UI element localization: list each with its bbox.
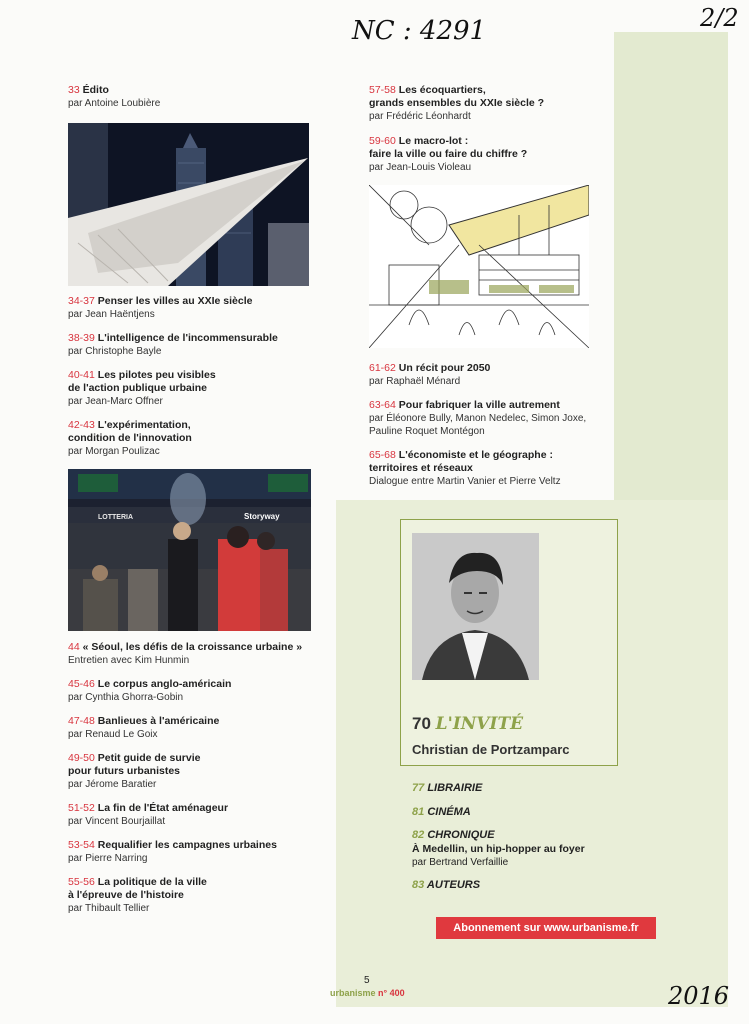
- toc-entry-51-52[interactable]: 51-52 La fin de l'État aménageur par Vincent Bourjaillat: [68, 802, 229, 827]
- toc-entry-edito[interactable]: 33 Édito par Antoine Loubière: [68, 84, 161, 109]
- handwritten-year: 2016: [668, 982, 730, 1010]
- toc-entry-44[interactable]: 44 « Séoul, les défis de la croissance urbaine » Entretien avec Kim Hunmin: [68, 641, 303, 666]
- page-number: 5: [364, 975, 370, 986]
- toc-entry-47-48[interactable]: 47-48 Banlieues à l'américaine par Renaud Le Goix: [68, 715, 220, 740]
- toc-entry-40-41[interactable]: 40-41 Les pilotes peu visibles de l'action publique urbaine par Jean-Marc Offner: [68, 369, 216, 407]
- photo-sign-lotteria: LOTTERIA: [98, 514, 133, 521]
- toc-entry-57-58[interactable]: 57-58 Les écoquartiers, grands ensembles du XXIe siècle ? par Frédéric Léonhardt: [369, 84, 545, 122]
- portrait-photo: [412, 533, 539, 680]
- photo-sign-storyway: Storyway: [244, 512, 280, 521]
- handwritten-reference: NC : 4291: [352, 16, 487, 46]
- toc-entry-53-54[interactable]: 53-54 Requalifier les campagnes urbaines par Pierre Narring: [68, 839, 277, 864]
- subscription-button[interactable]: Abonnement sur www.urbanisme.fr: [436, 917, 656, 939]
- invite-box[interactable]: [400, 519, 618, 766]
- section-cinema[interactable]: 81 CINÉMA: [412, 806, 471, 818]
- illustration-market-street: [369, 185, 589, 348]
- toc-entry-55-56[interactable]: 55-56 La politique de la ville à l'épreuve de l'histoire par Thibault Tellier: [68, 876, 207, 914]
- toc-entry-38-39[interactable]: 38-39 L'intelligence de l'incommensurable par Christophe Bayle: [68, 332, 278, 357]
- toc-entry-59-60[interactable]: 59-60 Le macro-lot : faire la ville ou faire du chiffre ? par Jean-Louis Violeau: [369, 135, 528, 173]
- footer-brand: urbanisme n° 400: [330, 988, 405, 998]
- green-top-strip: [614, 32, 728, 500]
- toc-entry-34-37[interactable]: 34-37 Penser les villes au XXIe siècle par Jean Haëntjens: [68, 295, 253, 320]
- section-librairie[interactable]: 77 LIBRAIRIE: [412, 782, 483, 794]
- toc-entry-61-62[interactable]: 61-62 Un récit pour 2050 par Raphaël Ménard: [369, 362, 491, 387]
- toc-entry-65-68[interactable]: 65-68 L'économiste et le géographe : territoires et réseaux Dialogue entre Martin Vanier et Pierre Veltz: [369, 449, 561, 487]
- toc-entry-45-46[interactable]: 45-46 Le corpus anglo-américain par Cynthia Ghorra-Gobin: [68, 678, 232, 703]
- photo-oculus-new-york: [68, 123, 309, 286]
- chronique-subtitle: À Medellin, un hip-hopper au foyer: [412, 843, 585, 855]
- section-auteurs[interactable]: 83 AUTEURS: [412, 879, 481, 891]
- chronique-author: par Bertrand Verfaillie: [412, 857, 509, 868]
- toc-entry-49-50[interactable]: 49-50 Petit guide de survie pour futurs urbanistes par Jérome Baratier: [68, 752, 201, 790]
- toc-entry-63-64[interactable]: 63-64 Pour fabriquer la ville autrement par Éléonore Bully, Manon Nedelec, Simon Joxe, Pauline Roquet Montégon: [369, 399, 587, 437]
- handwritten-page-marker: 2/2: [700, 4, 739, 32]
- photo-seoul-station: [68, 469, 311, 631]
- invite-heading: 70 L'INVITÉ: [412, 714, 524, 734]
- invite-name: Christian de Portzamparc: [412, 742, 570, 757]
- section-chronique[interactable]: 82 CHRONIQUE: [412, 829, 495, 841]
- toc-entry-42-43[interactable]: 42-43 L'expérimentation, condition de l'innovation par Morgan Poulizac: [68, 419, 192, 457]
